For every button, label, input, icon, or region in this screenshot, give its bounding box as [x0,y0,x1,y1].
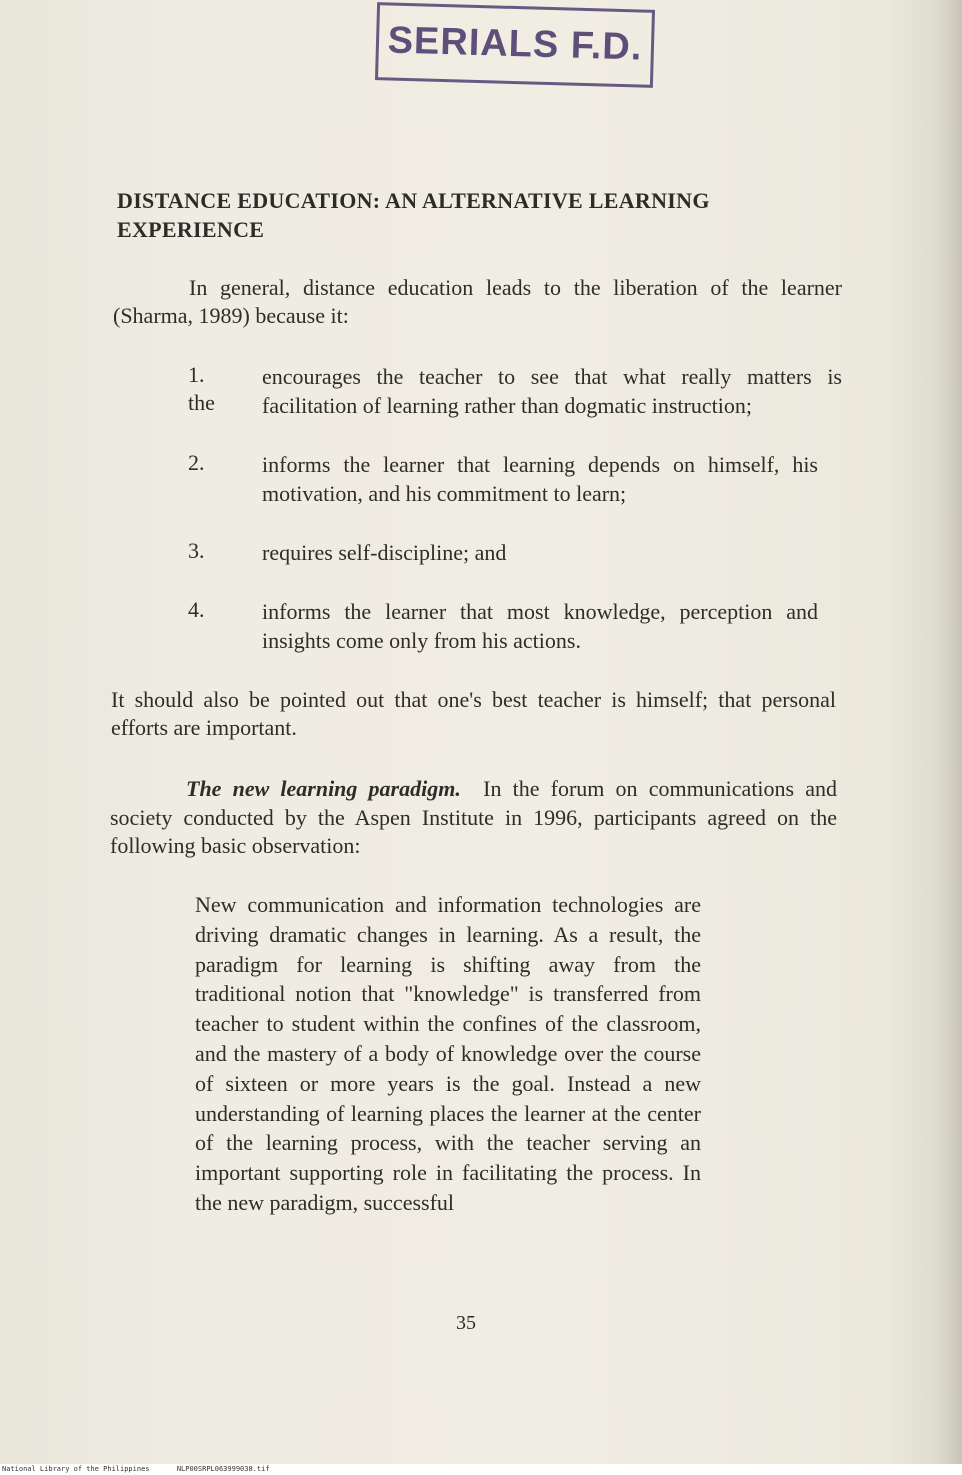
footer-library: National Library of the Philippines [2,1465,150,1473]
list-item-text: encourages the teacher to see that what really matters is facilitation of learning rather than dogmatic instruction; [262,364,842,418]
list-number: 1. [188,362,205,387]
paradigm-paragraph [110,775,837,861]
closing-text: It should also be pointed out that one's best teacher is himself; that personal efforts are important. [111,687,836,740]
intro-text: In general, distance education leads to the liberation of the learner (Sharma, 1989) because it: [113,275,842,328]
list-number: 3. [188,538,205,563]
list-number: 4. [188,597,205,622]
block-quote: New communication and information technologies are driving dramatic changes in learning. As a result, the paradigm for learning is shifting away from the traditional notion that "knowledge" is transferred from teacher to student within the confines of the classroom, and the mastery of a body of knowledge over the course of sixteen or more years is the goal. Instead a new understanding of learning places the learner at the center of the learning process, with the teacher serving an important supporting role in facilitating the process. In the new paradigm, successful [195,892,701,1215]
paradigm-title: The new learning paradigm. [186,776,461,801]
stray-word: the [188,390,215,415]
intro-paragraph [113,274,842,330]
heading-line-1: DISTANCE EDUCATION: AN ALTERNATIVE LEARNING [117,188,710,213]
footer-file: NLP00SRPL063999038.tif [176,1465,270,1473]
paradigm-text: In the forum on communications and society conducted by the Aspen Institute in 1996, participants agreed on the following basic observation: [110,776,838,858]
list-item-text: requires self-discipline; and [262,540,507,565]
closing-paragraph [111,686,836,742]
heading-line-2: EXPERIENCE [117,217,265,242]
list-item-text: informs the learner that learning depends on himself, his motivation, and his commitment to learn; [262,452,818,506]
list-number: 2. [188,450,205,475]
list-item-text: informs the learner that most knowledge, perception and insights come only from his actions. [262,599,818,653]
section-heading [117,186,817,244]
page-number: 35 [456,1312,476,1334]
scan-footer [0,1464,962,1475]
page-edge-shadow [936,0,962,1475]
serials-stamp: SERIALS F.D. [375,2,655,88]
